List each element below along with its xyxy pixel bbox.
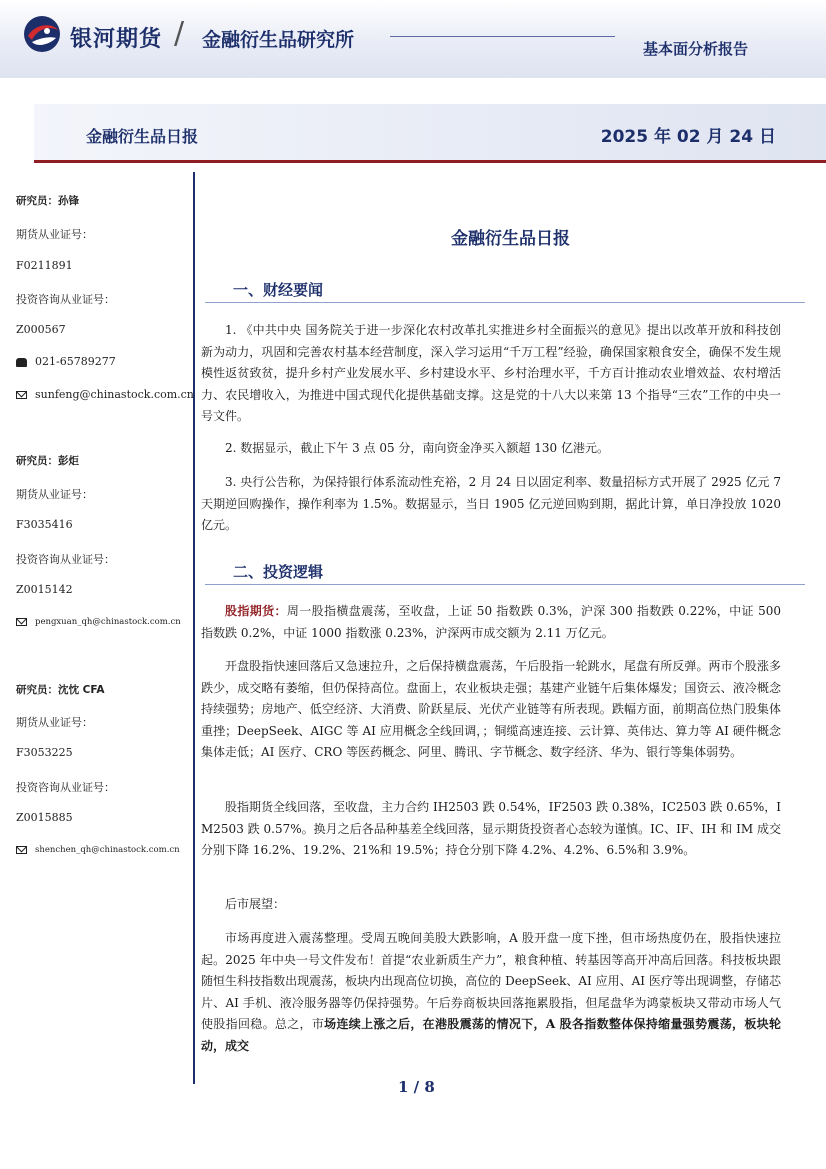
outlook-text: 市场再度进入震荡整理。受周五晚间美股大跌影响，A 股开盘一度下挫，但市场热度仍在，股指快速拉起。2025 年中央一号文件发布！首提“农业新质生产力”，粮食种植、转基因等高开冲高后回落。科技板块跟随恒生科技指数出现震荡，板块内出现高位切换，高位的 DeepSeek、AI 应用、AI 医疗等出现调整，存储芯片、AI 手机、液冷服务器等仍保持强势。午后券商板块回落拖累股指，但尾盘华为鸿蒙板块又带动市场人气使股指回稳。总之，市: [201, 931, 781, 1031]
institute-name: 金融衍生品研究所: [202, 29, 355, 51]
researcher-name: 研究员：彭炬: [16, 455, 79, 467]
page-number: 1 / 8: [398, 1078, 435, 1096]
advisory-number: Z0015142: [16, 583, 73, 596]
news-paragraph-1: 1. 《中共中央 国务院关于进一步深化农村改革扎实推进乡村全面振兴的意见》提出以改革开放和科技创新为动力，巩固和完善农村基本经营制度，深入学习运用“千万工程”经验，确保国家粮食安全，确保不发生规模性返贫致贫，提升乡村产业发展水平、乡村建设水平、乡村治理水平，千方百计推动农业增效益、农村增活力、农民增收入，为推进中国式现代化提供基础支撑。这是党的十八大以来第 13 个指导“三农”工作的中央一号文件。: [201, 323, 781, 423]
report-name: 金融衍生品日报: [86, 127, 199, 146]
mail-icon: [16, 618, 27, 626]
license-number: F0211891: [16, 259, 73, 272]
galaxy-logo-icon: [22, 14, 62, 54]
document-title: 金融衍生品日报: [451, 229, 570, 249]
header-divider: /: [174, 16, 185, 51]
email-row: [16, 388, 194, 401]
mail-icon: [16, 846, 27, 854]
report-date: 2025 年 02 月 24 日: [600, 127, 776, 147]
brand-name: 银河期货: [70, 27, 163, 52]
license-label: 期货从业证号：: [16, 488, 93, 501]
advisory-label: 投资咨询从业证号：: [16, 553, 115, 566]
sidebar-divider: [193, 172, 195, 1084]
advisory-label: 投资咨询从业证号：: [16, 781, 115, 794]
email-row: [16, 617, 181, 627]
logic-paragraph-1-text: 周一股指横盘震荡，至收盘，上证 50 指数跌 0.3%，沪深 300 指数跌 0.22%，中证 500 指数跌 0.2%，中证 1000 指数涨 0.23%，沪深两市成交额为 2.11 万亿元。: [201, 604, 781, 640]
news-paragraph-2: 2. 数据显示，截止下午 3 点 05 分，南向资金净买入额超 130 亿港元。: [225, 441, 609, 455]
email-address[interactable]: shenchen_qh@chinastock.com.cn: [35, 845, 180, 855]
logic-paragraph-2: 开盘股指快速回落后又急速拉升，之后保持横盘震荡，午后股指一轮跳水，尾盘有所反弹。两市个股涨多跌少，成交略有萎缩，但仍保持高位。盘面上，农业板块走强；基建产业链午后集体爆发；国资云、液冷概念持续强势；房地产、低空经济、大消费、阶跃星辰、光伏产业链等有所表现。跌幅方面，前期高位热门股集体重挫；DeepSeek、AIGC 等 AI 应用概念全线回调，；铜缆高速连接、云计算、英伟达、算力等 AI 硬件概念集体走低；AI 医疗、CRO 等医药概念、阿里、腾讯、字节概念、数字经济、华为、银行等集体弱势。: [201, 659, 781, 759]
mail-icon: [16, 391, 27, 399]
phone-number: 021-65789277: [35, 355, 116, 368]
email-address[interactable]: pengxuan_qh@chinastock.com.cn: [35, 617, 181, 627]
researcher-name: 研究员：沈忱 CFA: [16, 684, 105, 696]
section-heading-news: 一、财经要闻: [233, 281, 324, 299]
license-number: F3035416: [16, 518, 73, 531]
email-row: [16, 845, 180, 855]
advisory-label: 投资咨询从业证号：: [16, 293, 115, 306]
section-rule: [205, 584, 805, 585]
advisory-number: Z0015885: [16, 811, 73, 824]
logic-paragraph-3: 股指期货全线回落，至收盘，主力合约 IH2503 跌 0.54%，IF2503 跌 0.38%，IC2503 跌 0.65%，IM2503 跌 0.57%。换月之后各品种基差全线回落，显示期货投资者心态较为谨慎。IC、IF、IH 和 IM 成交分别下降 16.2%、19.2%、21%和 19.5%；持仓分别下降 4.2%、4.2%、6.5%和 3.9%。: [201, 800, 781, 857]
license-label: 期货从业证号：: [16, 228, 93, 241]
title-underline: [34, 160, 826, 163]
news-paragraph-3: 3. 央行公告称，为保持银行体系流动性充裕，2 月 24 日以固定利率、数量招标方式开展了 2925 亿元 7 天期逆回购操作，操作利率为 1.5%。数据显示，当日 1905 亿元逆回购到期，据此计算，单日净投放 1020 亿元。: [201, 475, 781, 532]
outlook-highlight: 场连续上涨之后，在港股震荡的情况下，A 股各指数整体保持缩量强势震荡，板块轮动，成交: [201, 1017, 781, 1053]
phone-icon: [16, 358, 27, 367]
section-heading-logic: 二、投资逻辑: [233, 563, 324, 581]
section-rule: [205, 302, 805, 303]
outlook-label: 后市展望：: [225, 897, 286, 911]
advisory-number: Z000567: [16, 323, 66, 336]
report-type: 基本面分析报告: [643, 40, 749, 58]
license-label: 期货从业证号：: [16, 716, 93, 729]
phone-row: [16, 355, 116, 368]
email-address[interactable]: sunfeng@chinastock.com.cn: [35, 388, 194, 401]
license-number: F3053225: [16, 746, 73, 759]
logic-paragraph-1: [201, 601, 781, 644]
researcher-name: 研究员：孙锋: [16, 195, 79, 207]
outlook-paragraph: [201, 928, 781, 1057]
header-rule: [390, 36, 615, 37]
index-futures-label: 股指期货：: [225, 604, 287, 618]
